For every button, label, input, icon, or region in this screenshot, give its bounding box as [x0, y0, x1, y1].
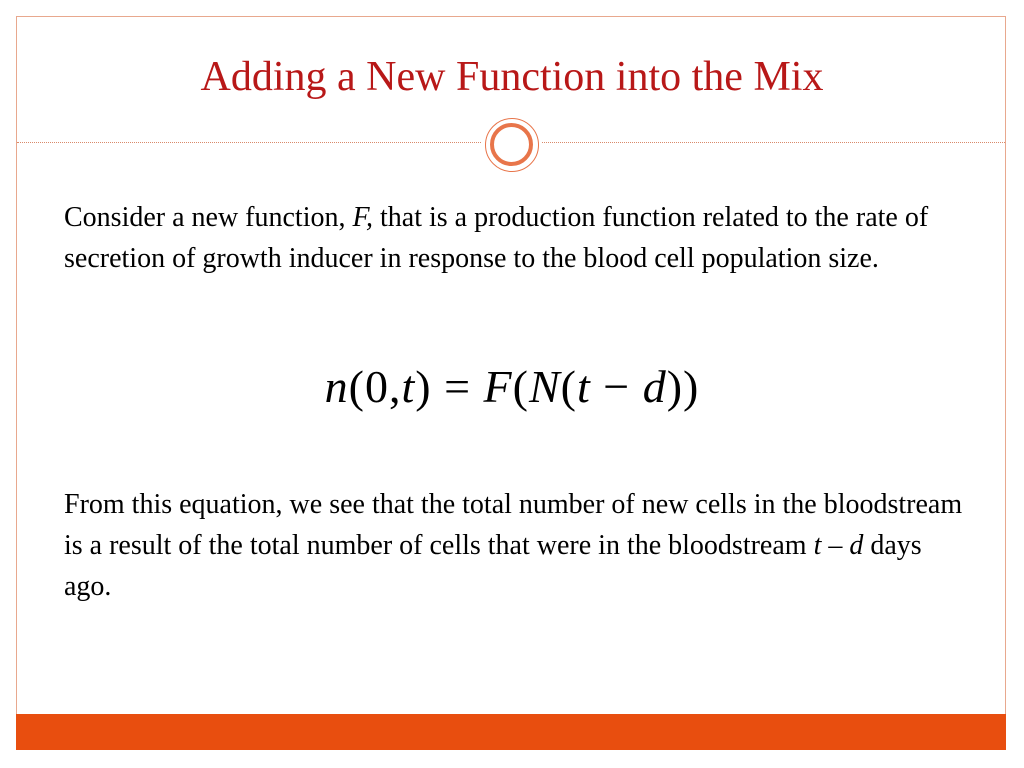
conclusion-text-before: From this equation, we see that the total number of new cells in the bloodstream is a result of the total number of cells that were in the bloodstream: [64, 489, 963, 561]
eq-t1: t: [401, 361, 416, 412]
delay-d: d: [849, 530, 864, 561]
delay-t: t: [813, 530, 822, 561]
footer-accent-bar: [16, 714, 1006, 750]
eq-open2: (: [560, 361, 577, 412]
eq-N: N: [528, 361, 561, 412]
title-divider-right: [542, 142, 1005, 143]
eq-t2: t: [576, 361, 591, 412]
intro-text-after: that is a production function related to the rate of secretion of growth inducer in response to the blood cell population size.: [64, 202, 929, 274]
conclusion-paragraph: [64, 484, 964, 607]
eq-open-args: (0,: [348, 361, 402, 412]
eq-F: F: [483, 361, 513, 412]
eq-n: n: [324, 361, 349, 412]
ring-ornament-icon: [485, 118, 539, 172]
conclusion-text-after: days ago.: [64, 530, 922, 602]
eq-open1: (: [512, 361, 529, 412]
title-divider-left: [17, 142, 481, 143]
slide-title: Adding a New Function into the Mix: [200, 54, 824, 100]
equation: [0, 357, 1024, 417]
intro-paragraph: [64, 197, 984, 279]
eq-close: )): [666, 361, 700, 412]
intro-text-before: Consider a new function,: [64, 202, 353, 233]
eq-minus: −: [590, 361, 643, 412]
eq-d: d: [642, 361, 667, 412]
eq-close-equals: ) =: [415, 361, 484, 412]
delay-minus: –: [821, 530, 850, 561]
function-symbol: F,: [352, 202, 373, 233]
